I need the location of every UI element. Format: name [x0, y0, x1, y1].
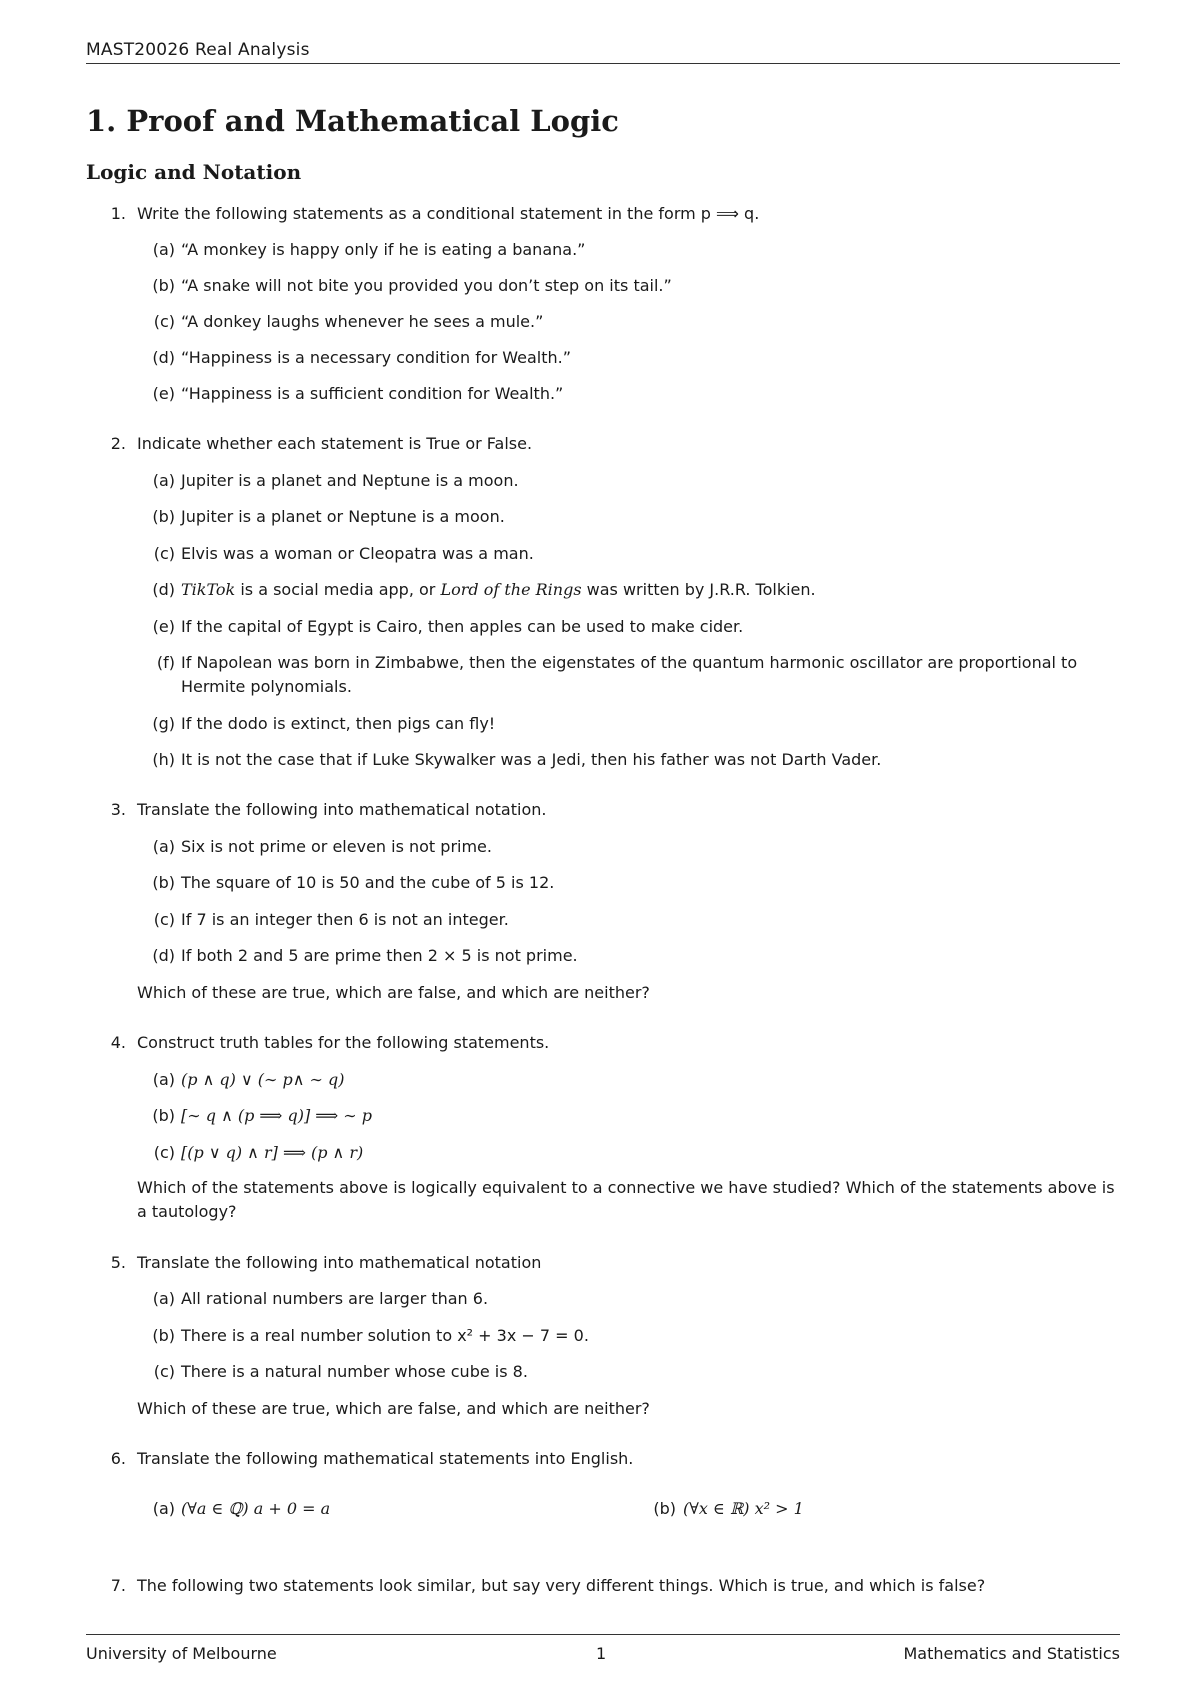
part-label: (b) [152, 873, 175, 892]
part-text: The square of 10 is 50 and the cube of 5 is 12. [181, 873, 555, 892]
question-number: 7. [110, 1576, 126, 1595]
part-text: Elvis was a woman or Cleopatra was a man. [181, 544, 534, 563]
part-text: If Napolean was born in Zimbabwe, then the eigenstates of the quantum harmonic oscillator are proportional to Hermite polynomials. [181, 653, 1078, 696]
part-text: If both 2 and 5 are prime then 2 × 5 is not prime. [181, 946, 578, 965]
part-text: Six is not prime or eleven is not prime. [181, 837, 492, 856]
part-label: (b) [152, 1326, 175, 1345]
part-text: There is a real number solution to x² + 3x − 7 = 0. [181, 1326, 589, 1345]
footer-divider [86, 1634, 1120, 1635]
logic-formula: [(p ∨ q) ∧ r] ⟹ (p ∧ r) [181, 1143, 364, 1162]
part-label: (d) [152, 946, 175, 965]
part-label: (c) [153, 1362, 175, 1381]
question-number: 3. [110, 800, 126, 819]
question-number: 1. [110, 204, 126, 223]
part-text: Jupiter is a planet or Neptune is a moon. [181, 507, 505, 526]
question-number: 2. [110, 434, 126, 453]
question-stem: Translate the following into mathematical notation. [137, 800, 547, 819]
part-label: (h) [152, 750, 175, 769]
page-number: 1 [596, 1644, 607, 1663]
part-text: If 7 is an integer then 6 is not an integer. [181, 910, 509, 929]
part-text: All rational numbers are larger than 6. [181, 1289, 489, 1308]
question-note: Which of these are true, which are false, and which are neither? [137, 1399, 650, 1418]
part-label: (g) [152, 714, 175, 733]
running-header: MAST20026 Real Analysis [86, 40, 310, 60]
footer-institution: University of Melbourne [86, 1644, 277, 1663]
part-text: There is a natural number whose cube is 8. [181, 1362, 528, 1381]
part-label: (a) [152, 1070, 175, 1089]
part-text: “A monkey is happy only if he is eating a banana.” [181, 240, 586, 259]
part-label: (b) [653, 1499, 676, 1518]
part-text: “A snake will not bite you provided you don’t step on its tail.” [181, 276, 672, 295]
logic-formula: (∀x ∈ ℝ) x² > 1 [683, 1499, 804, 1518]
part-label: (b) [152, 507, 175, 526]
part-label: (e) [152, 617, 175, 636]
part-label: (a) [152, 240, 175, 259]
page-title: 1. Proof and Mathematical Logic [86, 104, 619, 138]
question-number: 5. [110, 1253, 126, 1272]
question-note: Which of these are true, which are false, and which are neither? [137, 983, 650, 1002]
question-stem: Construct truth tables for the following statements. [137, 1033, 550, 1052]
footer-department: Mathematics and Statistics [903, 1644, 1120, 1663]
part-label: (c) [153, 544, 175, 563]
text-segment: was written by J.R.R. Tolkien. [581, 580, 816, 599]
question-stem: Translate the following mathematical statements into English. [137, 1449, 634, 1468]
part-text [181, 580, 816, 599]
italic-title: Lord of the Rings [440, 580, 582, 599]
part-label: (b) [152, 1106, 175, 1125]
question-number: 6. [110, 1449, 126, 1468]
question-stem: Indicate whether each statement is True or False. [137, 434, 533, 453]
logic-formula: (∀a ∈ ℚ) a + 0 = a [181, 1499, 331, 1518]
part-text: Jupiter is a planet and Neptune is a moon. [181, 471, 519, 490]
question-number: 4. [110, 1033, 126, 1052]
part-label: (a) [152, 837, 175, 856]
logic-formula: (p ∧ q) ∨ (∼ p∧ ∼ q) [181, 1070, 345, 1089]
text-segment: is a social media app, or [235, 580, 441, 599]
part-label: (d) [152, 580, 175, 599]
part-label: (a) [152, 471, 175, 490]
question-note: Which of the statements above is logically equivalent to a connective we have studied? Which of the statements above is a tautology? [137, 1178, 1115, 1221]
part-label: (c) [153, 910, 175, 929]
part-text: If the dodo is extinct, then pigs can fly! [181, 714, 496, 733]
part-text: “Happiness is a necessary condition for Wealth.” [181, 348, 572, 367]
logic-formula: [∼ q ∧ (p ⟹ q)] ⟹ ∼ p [181, 1106, 373, 1125]
part-label: (a) [152, 1499, 175, 1518]
italic-title: TikTok [181, 580, 236, 599]
question-stem: The following two statements look similar, but say very different things. Which is true, and which is false? [137, 1576, 986, 1595]
header-divider [86, 63, 1120, 64]
section-heading: Logic and Notation [86, 160, 302, 184]
part-text: “A donkey laughs whenever he sees a mule.” [181, 312, 544, 331]
part-label: (c) [153, 312, 175, 331]
part-label: (f) [156, 653, 175, 672]
part-label: (d) [152, 348, 175, 367]
part-label: (e) [152, 384, 175, 403]
part-text: If the capital of Egypt is Cairo, then apples can be used to make cider. [181, 617, 744, 636]
part-label: (c) [153, 1143, 175, 1162]
question-stem: Write the following statements as a conditional statement in the form p ⟹ q. [137, 204, 760, 223]
part-text: It is not the case that if Luke Skywalker was a Jedi, then his father was not Darth Vader. [181, 750, 882, 769]
part-text: “Happiness is a sufficient condition for Wealth.” [181, 384, 564, 403]
part-label: (b) [152, 276, 175, 295]
part-label: (a) [152, 1289, 175, 1308]
question-stem: Translate the following into mathematical notation [137, 1253, 542, 1272]
